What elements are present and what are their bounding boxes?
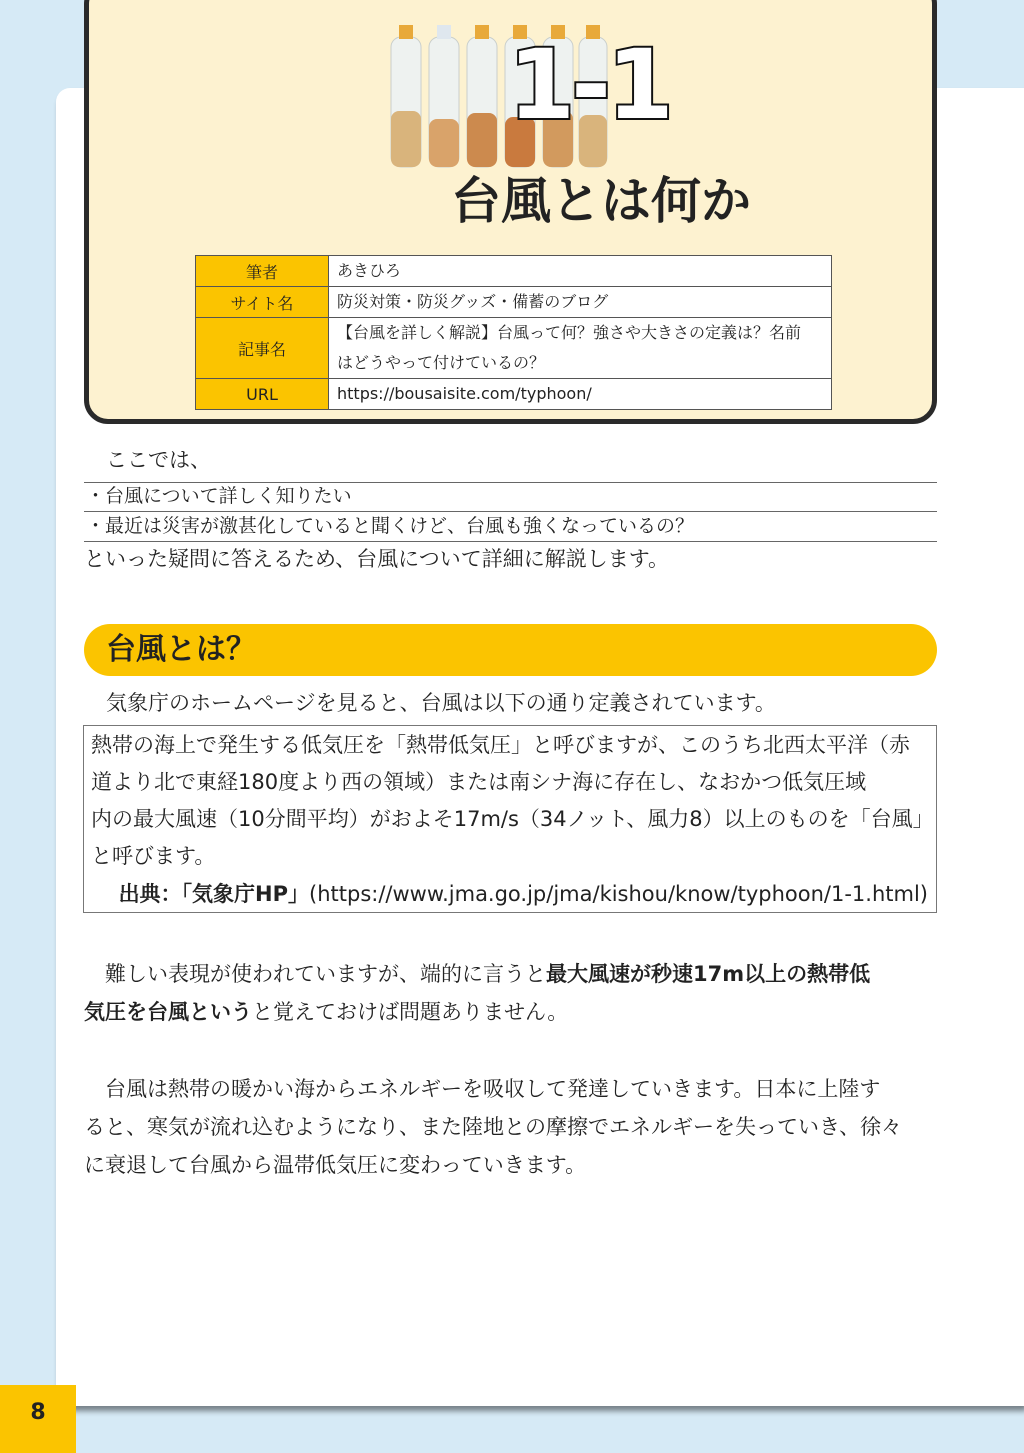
article-name-value xyxy=(329,318,832,379)
url-value[interactable]: https://bousaisite.com/typhoon/ xyxy=(329,379,832,410)
url-label: URL xyxy=(196,379,329,410)
emphasis-text: 気圧を台風という xyxy=(84,1000,252,1024)
quote-line: 内の最大風速（10分間平均）がおよそ17m/s（34ノット、風力8）以上のものを「台風」 xyxy=(91,807,934,831)
paragraph-line: に衰退して台風から温帯低気圧に変わっていきます。 xyxy=(84,1153,587,1177)
site-name-value: 防災対策・防災グッズ・備蓄のブログ xyxy=(329,287,832,318)
quote-line: 道より北で東経180度より西の領域）または南シナ海に存在し、なおかつ低気圧域 xyxy=(91,770,867,794)
author-label: 筆者 xyxy=(196,256,329,287)
source-url[interactable]: (https://www.jma.go.jp/jma/kishou/know/typhoon/1-1.html) xyxy=(309,882,928,906)
section-heading-bar xyxy=(84,624,937,676)
chapter-number: 1-1 xyxy=(508,29,670,141)
table-row xyxy=(196,256,832,287)
paragraph-line xyxy=(84,955,870,993)
article-info-table xyxy=(195,255,832,410)
section-title: 台風とは？ xyxy=(106,632,256,667)
chapter-title: 台風とは何か xyxy=(451,172,751,230)
article-name-line: 【台風を詳しく解説】台風って何？強さや大きさの定義は？名前 xyxy=(337,323,802,342)
intro-bullet: ・台風について詳しく知りたい xyxy=(86,485,352,507)
page-number: 8 xyxy=(0,1385,76,1453)
table-row xyxy=(196,318,832,379)
divider xyxy=(84,511,937,512)
paragraph-text: と覚えておけば問題ありません。 xyxy=(252,1000,569,1024)
source-label: 出典：「気象庁HP」 xyxy=(118,882,310,906)
paragraph-text: 難しい表現が使われていますが、端的に言うと xyxy=(84,962,546,986)
quote-source xyxy=(119,879,928,909)
article-name-label: 記事名 xyxy=(196,318,329,379)
intro-lead: ここでは、 xyxy=(106,448,211,472)
divider xyxy=(84,482,937,483)
table-row xyxy=(196,287,832,318)
intro-bullet: ・最近は災害が激甚化していると聞くけど、台風も強くなっているの？ xyxy=(86,515,695,537)
site-name-label: サイト名 xyxy=(196,287,329,318)
paragraph-line: ると、寒気が流れ込むようになり、また陸地との摩擦でエネルギーを失っていき、徐々 xyxy=(84,1115,903,1139)
author-value: あきひろ xyxy=(329,256,832,287)
section-lead: 気象庁のホームページを見ると、台風は以下の通り定義されています。 xyxy=(106,691,776,715)
paragraph-line: 台風は熱帯の暖かい海からエネルギーを吸収して発達していきます。日本に上陸す xyxy=(84,1077,881,1101)
quote-line: 熱帯の海上で発生する低気圧を「熱帯低気圧」と呼びますが、このうち北西太平洋（赤 xyxy=(91,733,910,757)
intro-summary: といった疑問に答えるため、台風について詳細に解説します。 xyxy=(84,547,670,571)
divider xyxy=(84,541,937,542)
table-row xyxy=(196,379,832,410)
definition-quote xyxy=(83,725,937,913)
quote-line: と呼びます。 xyxy=(91,844,216,868)
article-name-line: はどうやって付けているの？ xyxy=(337,353,546,372)
paragraph-line xyxy=(84,993,568,1031)
emphasis-text: 最大風速が秒速17m以上の熱帯低 xyxy=(546,962,871,986)
